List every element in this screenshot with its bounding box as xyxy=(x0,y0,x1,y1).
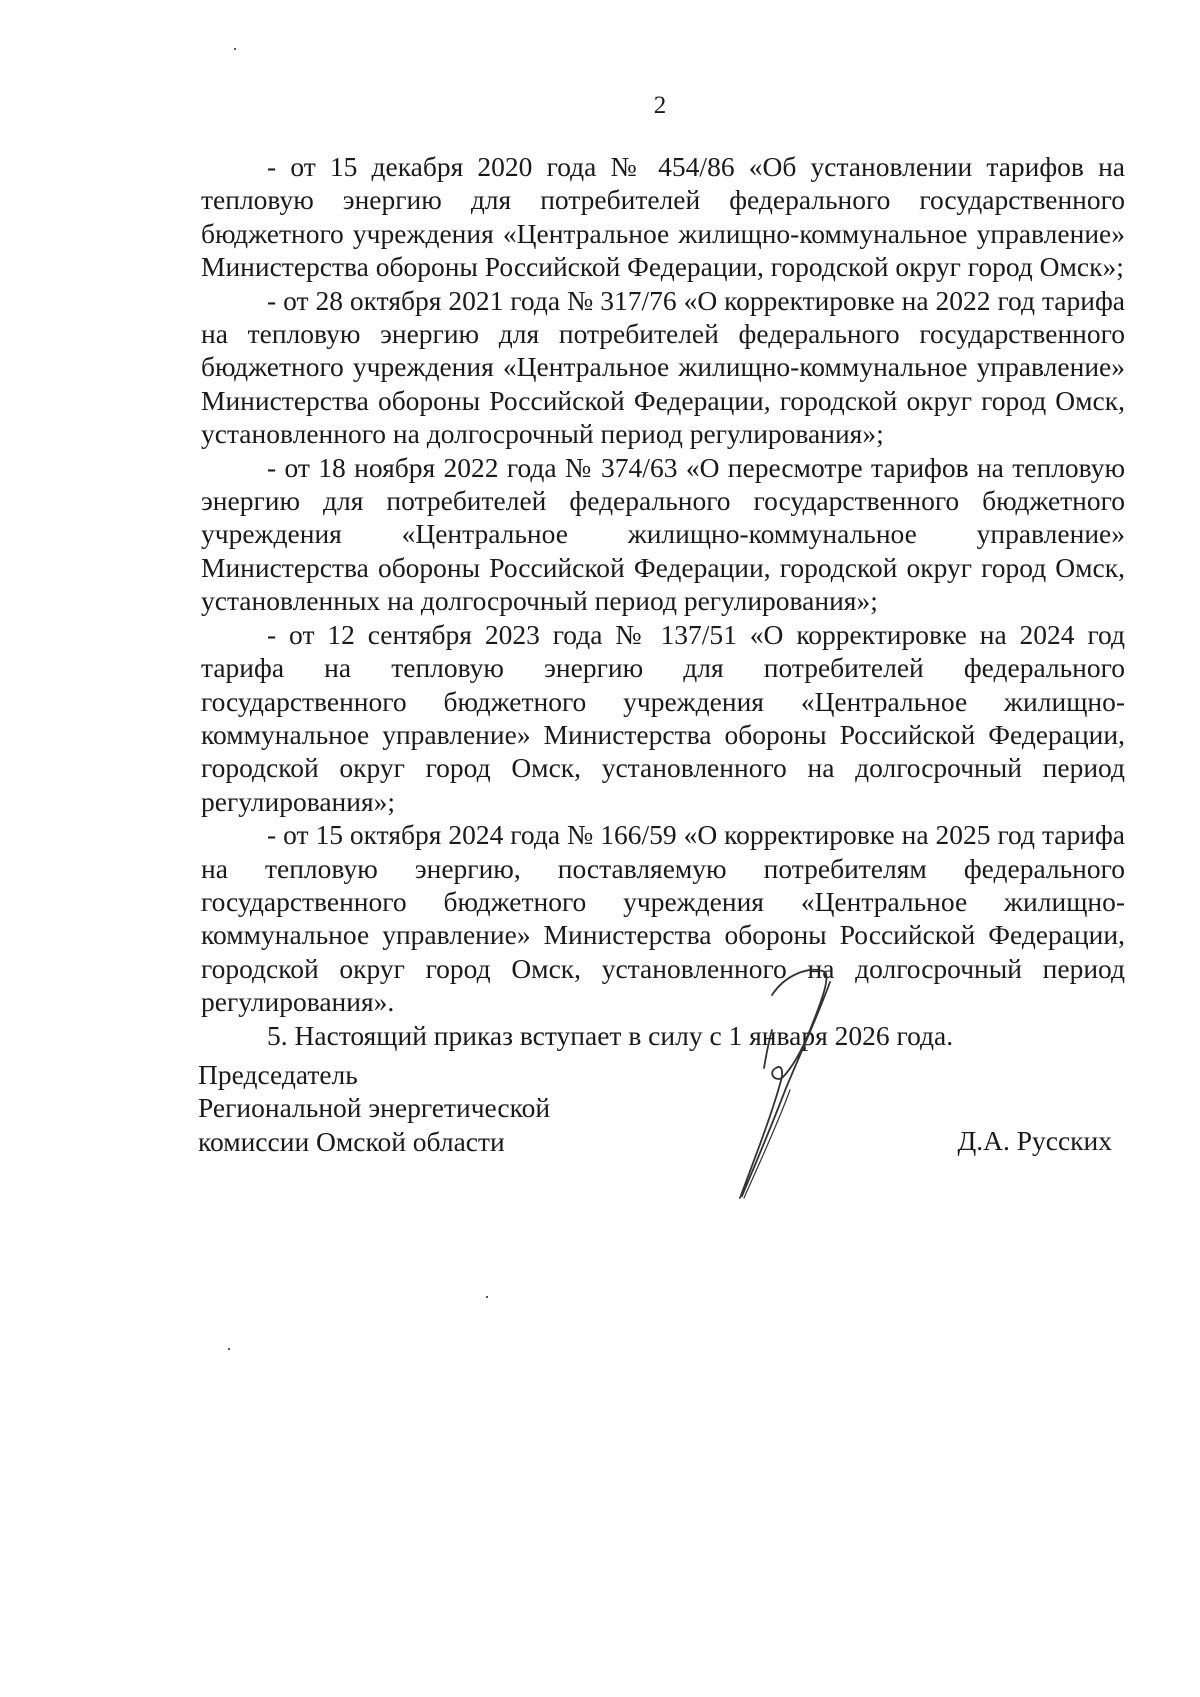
signatory-name: Д.А. Русских xyxy=(957,1125,1112,1156)
page-number: 2 xyxy=(653,92,667,119)
scan-speck xyxy=(234,48,236,50)
signatory-title-line: Региональной энергетической xyxy=(198,1092,551,1124)
list-item-order-2021: - от 28 октября 2021 года № 317/76 «О корректировке на 2022 год тарифа на тепловую энергию для потребителей федерального государственного бюджетного учреждения «Центральное жилищно-коммунальное управление» Министерства обороны Российской Федерации, городской округ город Омск, установленного на долгосрочный период регулирования»; xyxy=(201,284,1125,450)
signatory-position xyxy=(198,1058,550,1158)
scan-speck xyxy=(228,1348,230,1350)
list-item-order-2023: - от 12 сентября 2023 года № 137/51 «О корректировке на 2024 год тарифа на тепловую энергию для потребителей федерального государственного бюджетного учреждения «Центральное жилищно-коммунальное управление» Министерства обороны Российской Федерации, городской округ город Омск, установленного на долгосрочный период регулирования»; xyxy=(201,618,1125,817)
scan-speck xyxy=(486,1296,488,1298)
signatory-title-line: комиссии Омской области xyxy=(198,1125,505,1157)
list-item-order-2024: - от 15 октября 2024 года № 166/59 «О корректировке на 2025 год тарифа на тепловую энергию, поставляемую потребителям федерального государственного бюджетного учреждения «Центральное жилищно-коммунальное управление» Министерства обороны Российской Федерации, городской округ город Омск, установленного на долгосрочный период регулирования». xyxy=(201,819,1125,1018)
list-item-order-2022: - от 18 ноября 2022 года № 374/63 «О пересмотре тарифов на тепловую энергию для потребителей федерального государственного бюджетного учреждения «Центральное жилищно-коммунальное управление» Министерства обороны Российской Федерации, городской округ город Омск, установленных на долгосрочный период регулирования»; xyxy=(201,451,1125,617)
list-item-order-2020: - от 15 декабря 2020 года № 454/86 «Об установлении тарифов на тепловую энергию для потребителей федерального государственного бюджетного учреждения «Центральное жилищно-коммунальное управление» Министерства обороны Российской Федерации, городской округ город Омск»; xyxy=(201,151,1125,283)
signatory-title-line: Председатель xyxy=(198,1059,358,1090)
document-body xyxy=(201,150,1125,1052)
handwritten-signature xyxy=(730,960,870,1205)
effective-date-clause: 5. Настоящий приказ вступает в силу с 1 января 2026 года. xyxy=(267,1019,954,1051)
